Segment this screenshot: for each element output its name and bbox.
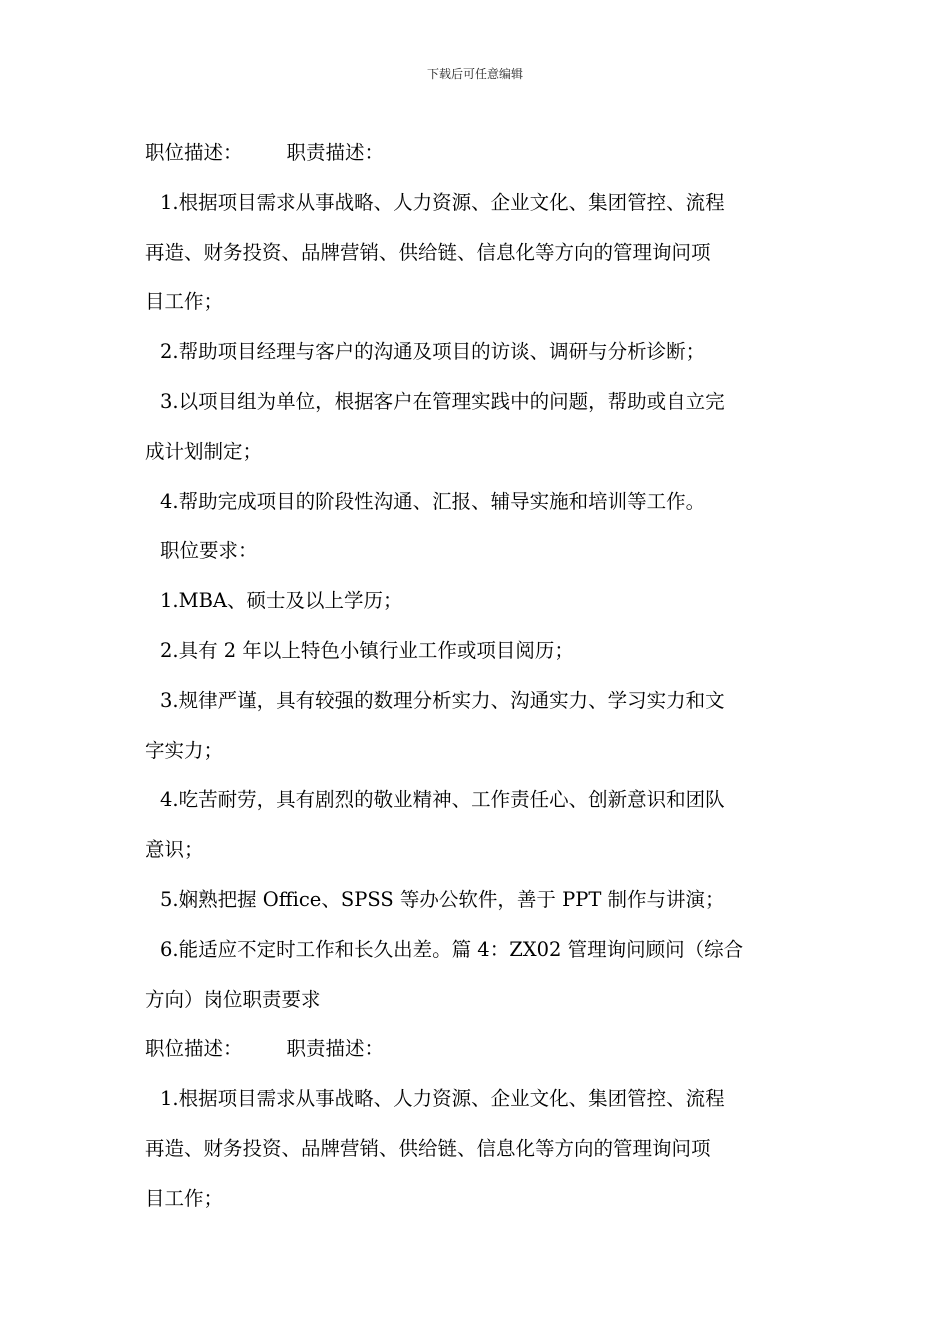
paragraph-line: 2.具有 2 年以上特色小镇行业工作或项目阅历； xyxy=(160,638,574,662)
position-description-label: 职位描述： xyxy=(145,141,243,164)
section-heading-line xyxy=(145,128,813,178)
paragraph-line: 1.MBA、硕士及以上学历； xyxy=(160,589,403,613)
document-body xyxy=(145,128,813,1224)
paragraph-line: 4.吃苦耐劳，具有剧烈的敬业精神、工作责任心、创新意识和团队 xyxy=(160,788,725,812)
duty-description-label: 职责描述： xyxy=(286,141,385,164)
paragraph-line: 成计划制定； xyxy=(145,439,263,463)
position-description-label: 职位描述： xyxy=(145,1037,243,1061)
paragraph-line: 3.规律严谨，具有较强的数理分析实力、沟通实力、学习实力和文 xyxy=(160,688,725,712)
paragraph-line: 再造、财务投资、品牌营销、供给链、信息化等方向的管理询问项 xyxy=(145,240,711,264)
paragraph-line: 6.能适应不定时工作和长久出差。篇 4：ZX02 管理询问顾问（综合 xyxy=(160,937,744,961)
paragraph-line: 5.娴熟把握 Office、SPSS 等办公软件，善于 PPT 制作与讲演； xyxy=(160,887,725,911)
paragraph-line: 3.以项目组为单位，根据客户在管理实践中的问题，帮助或自立完 xyxy=(160,389,725,413)
duty-description-label: 职责描述： xyxy=(286,1037,385,1061)
paragraph-line: 字实力； xyxy=(145,738,224,762)
paragraph-line: 方向）岗位职责要求 xyxy=(145,987,321,1011)
section-heading-line xyxy=(145,1024,813,1074)
paragraph-line: 1.根据项目需求从事战略、人力资源、企业文化、集团管控、流程 xyxy=(160,190,725,214)
paragraph-line: 目工作； xyxy=(145,1186,224,1210)
requirements-heading: 职位要求： xyxy=(160,539,258,563)
paragraph-line: 4.帮助完成项目的阶段性沟通、汇报、辅导实施和培训等工作。 xyxy=(160,489,706,513)
paragraph-line: 1.根据项目需求从事战略、人力资源、企业文化、集团管控、流程 xyxy=(160,1087,725,1111)
paragraph-line: 意识； xyxy=(145,838,204,862)
paragraph-line: 再造、财务投资、品牌营销、供给链、信息化等方向的管理询问项 xyxy=(145,1136,711,1160)
paragraph-line: 2.帮助项目经理与客户的沟通及项目的访谈、调研与分析诊断； xyxy=(160,340,706,364)
paragraph-line: 目工作； xyxy=(145,290,224,314)
page-header: 下载后可任意编辑 xyxy=(426,67,523,81)
